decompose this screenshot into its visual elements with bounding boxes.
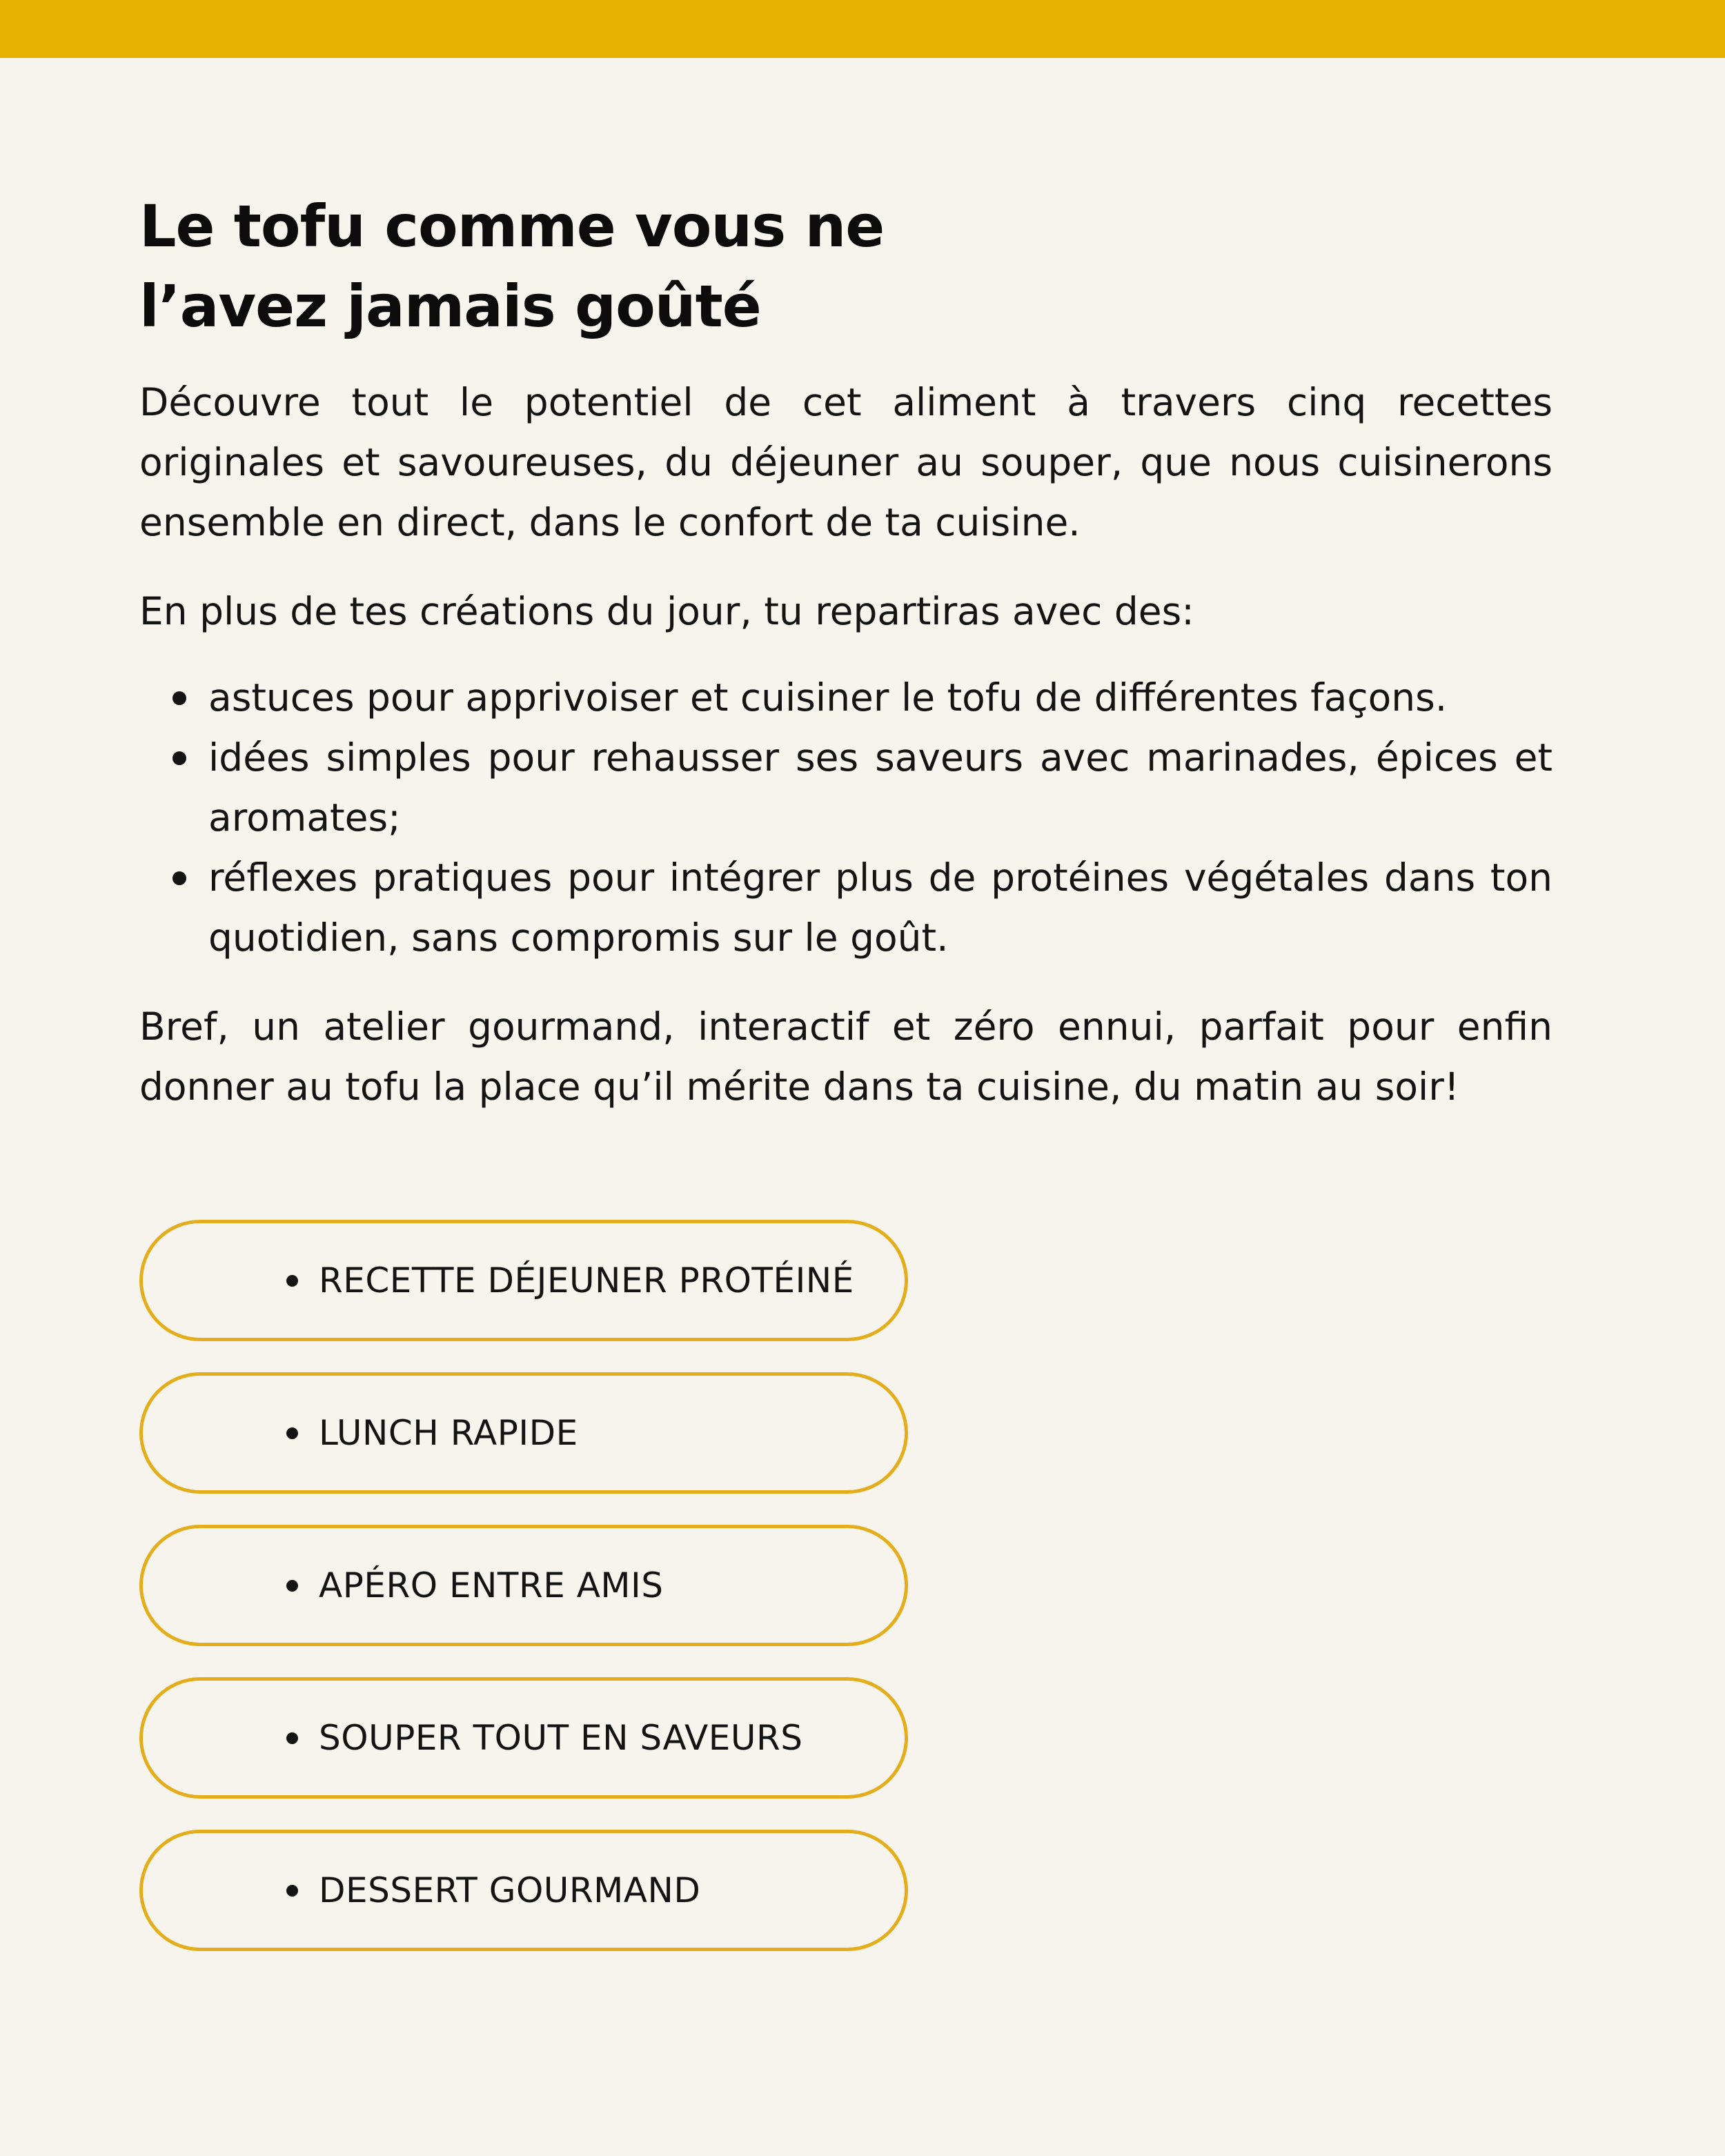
recipe-label: DESSERT GOURMAND bbox=[319, 1870, 701, 1910]
lead-paragraph: En plus de tes créations du jour, tu repartiras avec des: bbox=[139, 589, 1194, 633]
recipe-pill-dessert bbox=[139, 1830, 908, 1951]
benefit-item: astuces pour apprivoiser et cuisiner le tofu de différentes façons. bbox=[208, 668, 1552, 728]
bullet-dot-icon bbox=[286, 1885, 298, 1897]
recipe-pill-souper bbox=[139, 1677, 908, 1799]
page-title bbox=[139, 186, 1552, 346]
bullet-dot-icon bbox=[286, 1580, 298, 1592]
recipe-pill-dejeuner bbox=[139, 1220, 908, 1341]
benefit-item: réflexes pratiques pour intégrer plus de protéines végétales dans ton quotidien, sans compromis sur le goût. bbox=[208, 848, 1552, 968]
bullet-dot-icon bbox=[286, 1427, 298, 1439]
main-content bbox=[139, 186, 1552, 1117]
top-accent-bar bbox=[0, 0, 1725, 58]
recipe-label: LUNCH RAPIDE bbox=[319, 1413, 578, 1453]
benefit-item: idées simples pour rehausser ses saveurs avec marinades, épices et aromates; bbox=[208, 728, 1552, 848]
recipe-pill-apero bbox=[139, 1525, 908, 1646]
benefits-list bbox=[139, 668, 1552, 968]
recipe-label: RECETTE DÉJEUNER PROTÉINÉ bbox=[319, 1260, 854, 1300]
bullet-dot-icon bbox=[286, 1275, 298, 1287]
title-line-1: Le tofu comme vous ne bbox=[139, 192, 885, 260]
recipe-pill-lunch bbox=[139, 1372, 908, 1494]
title-line-2: l’avez jamais goûté bbox=[139, 273, 761, 340]
recipe-list bbox=[139, 1220, 908, 1982]
closing-paragraph: Bref, un atelier gourmand, interactif et zéro ennui, parfait pour enfin donner au tofu la place qu’il mérite dans ta cuisine, du matin au soir! bbox=[139, 1005, 1552, 1109]
intro-paragraph: Découvre tout le potentiel de cet aliment à travers cinq recettes originales et savoureuses, du déjeuner au souper, que nous cuisinerons ensemble en direct, dans le confort de ta cuisine. bbox=[139, 380, 1552, 544]
recipe-label: APÉRO ENTRE AMIS bbox=[319, 1565, 664, 1605]
bullet-dot-icon bbox=[286, 1732, 298, 1744]
recipe-label: SOUPER TOUT EN SAVEURS bbox=[319, 1718, 803, 1758]
